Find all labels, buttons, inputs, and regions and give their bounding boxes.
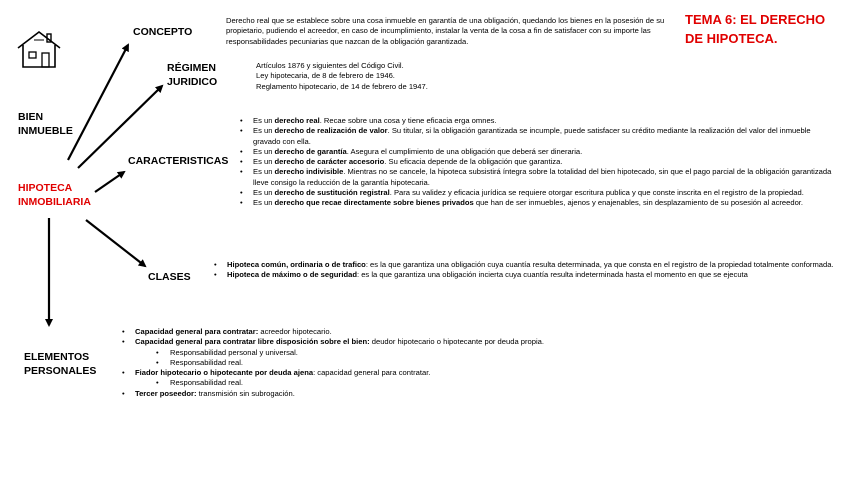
arrow-to-clases xyxy=(86,220,145,266)
list-item xyxy=(240,188,840,198)
regimen-item: Artículos 1876 y siguientes del Código Civil. xyxy=(256,61,404,70)
item-post: Responsabilidad real. xyxy=(170,378,244,388)
list-item xyxy=(240,167,840,188)
list-subitem xyxy=(122,358,722,368)
item-bold: derecho indivisible xyxy=(274,167,344,177)
clases-label: CLASES xyxy=(148,271,191,283)
inmueble-line: INMUEBLE xyxy=(18,125,73,137)
item-post: Responsabilidad personal y universal. xyxy=(170,347,298,357)
list-subitem xyxy=(122,378,722,388)
list-item xyxy=(122,337,722,347)
caracteristicas-list xyxy=(240,116,840,209)
concepto-label: CONCEPTO xyxy=(133,26,193,38)
list-item xyxy=(240,198,840,208)
regimen-juridico-label xyxy=(167,61,217,89)
item-pre: Es un xyxy=(253,126,275,136)
item-post: Responsabilidad real. xyxy=(170,357,244,367)
item-bold: Capacidad general para contratar libre disposición sobre el bien: xyxy=(135,337,370,347)
list-item xyxy=(122,368,722,378)
hipoteca-line: HIPOTECA xyxy=(18,182,73,194)
item-pre: Es un xyxy=(253,198,275,208)
list-subitem xyxy=(122,348,722,358)
item-post: . Asegura el cumplimiento de una obligación que deberá ser dineraria. xyxy=(346,146,583,156)
regimen-line: RÉGIMEN xyxy=(167,62,217,74)
item-bold: derecho de carácter accesorio xyxy=(274,157,385,167)
list-item xyxy=(240,116,840,126)
hipoteca-inmobiliaria-label xyxy=(18,181,91,209)
item-post: que han de ser inmuebles, ajenos y enajenables, sin desplazamiento de su posesión al acreedor. xyxy=(473,198,804,208)
item-post: . Mientras no se cancele, la hipoteca subsistirá íntegra sobre la totalidad del bien hipotecado, sin que el pago parcial de la obligación garantizada lleve consigo la reducción de la garantía hipotecaria. xyxy=(253,167,832,187)
title-line-2: DE HIPOTECA. xyxy=(685,31,778,46)
item-bold: derecho que recae directamente sobre bienes privados xyxy=(274,198,474,208)
list-item xyxy=(240,147,840,157)
title-line-1: TEMA 6: EL DERECHO xyxy=(685,12,826,27)
item-pre: Es un xyxy=(253,188,275,198)
house-icon xyxy=(15,28,63,70)
elementos-list xyxy=(122,327,722,399)
item-bold: derecho de garantía xyxy=(274,146,347,156)
elementos-line: ELEMENTOS xyxy=(24,351,90,363)
concepto-text: Derecho real que se establece sobre una cosa inmueble en garantía de una obligación, quedando los bienes en la posesión de su propietario, pudiendo el acreedor, en caso de incumplimiento, instalar la venta de la cosa a fin de satisfacer con su importe las responsabilidades pecuniarias que nazcan de la obligación garantizada. xyxy=(226,16,665,46)
item-post: . Recae sobre una cosa y tiene eficacia erga omnes. xyxy=(319,116,497,125)
item-bold: Fiador hipotecario o hipotecante por deuda ajena xyxy=(135,368,314,378)
item-pre: Es un xyxy=(253,157,275,167)
list-item xyxy=(214,260,839,270)
item-bold: Tercer poseedor: xyxy=(135,388,197,398)
list-item xyxy=(240,157,840,167)
item-bold: derecho de realización de valor xyxy=(274,126,388,136)
bien-line: BIEN xyxy=(18,111,44,123)
regimen-list xyxy=(256,61,428,92)
arrow-to-concepto xyxy=(68,45,128,160)
item-pre: Es un xyxy=(253,167,275,177)
item-post: transmisión sin subrogación. xyxy=(196,388,295,398)
inmobiliaria-line: INMOBILIARIA xyxy=(18,196,91,208)
item-pre: Es un xyxy=(253,116,275,125)
item-bold: Capacidad general para contratar: xyxy=(135,327,259,336)
item-post: . Para su validez y eficacia jurídica se requiere otorgar escritura publica y que conste inscrita en el registro de la propiedad. xyxy=(389,188,804,198)
personales-line: PERSONALES xyxy=(24,365,97,377)
list-item xyxy=(122,389,722,399)
item-post: . Su eficacia depende de la obligación que garantiza. xyxy=(384,157,563,167)
juridico-line: JURIDICO xyxy=(167,76,218,88)
page-title xyxy=(685,10,825,48)
bien-inmueble-label xyxy=(18,110,73,138)
list-item xyxy=(214,270,839,280)
clases-list xyxy=(214,260,839,281)
item-post: . Su titular, si la obligación garantizada se incumple, puede satisfacer su crédito mediante la realización del valor del inmueble gravado con ella. xyxy=(253,126,811,146)
item-bold: Hipoteca de máximo o de seguridad xyxy=(227,270,357,280)
item-post: : es la que garantiza una obligación incierta cuya cuantía resulta indeterminada hasta el momento en que se ejecuta xyxy=(356,270,748,280)
regimen-item: Reglamento hipotecario, de 14 de febrero de 1947. xyxy=(256,81,428,91)
elementos-personales-label xyxy=(24,350,96,378)
item-pre: Es un xyxy=(253,146,275,156)
item-bold: Hipoteca común, ordinaria o de trafico xyxy=(227,260,366,269)
list-item xyxy=(240,126,840,147)
item-bold: derecho real xyxy=(274,116,320,125)
item-post: deudor hipotecario o hipotecante por deuda propia. xyxy=(369,337,545,347)
item-post: acreedor hipotecario. xyxy=(258,327,332,336)
list-item xyxy=(122,327,722,337)
caracteristicas-label: CARACTERISTICAS xyxy=(128,155,229,167)
item-post: : es la que garantiza una obligación cuya cuantía resulta determinada, ya que consta en el registro de la propiedad totalmente conformada. xyxy=(365,260,834,269)
item-post: : capacidad general para contratar. xyxy=(313,368,431,378)
arrow-to-caracteristicas xyxy=(95,172,124,192)
regimen-item: Ley hipotecaria, de 8 de febrero de 1946. xyxy=(256,71,395,81)
item-bold: derecho de sustitución registral xyxy=(274,188,390,198)
